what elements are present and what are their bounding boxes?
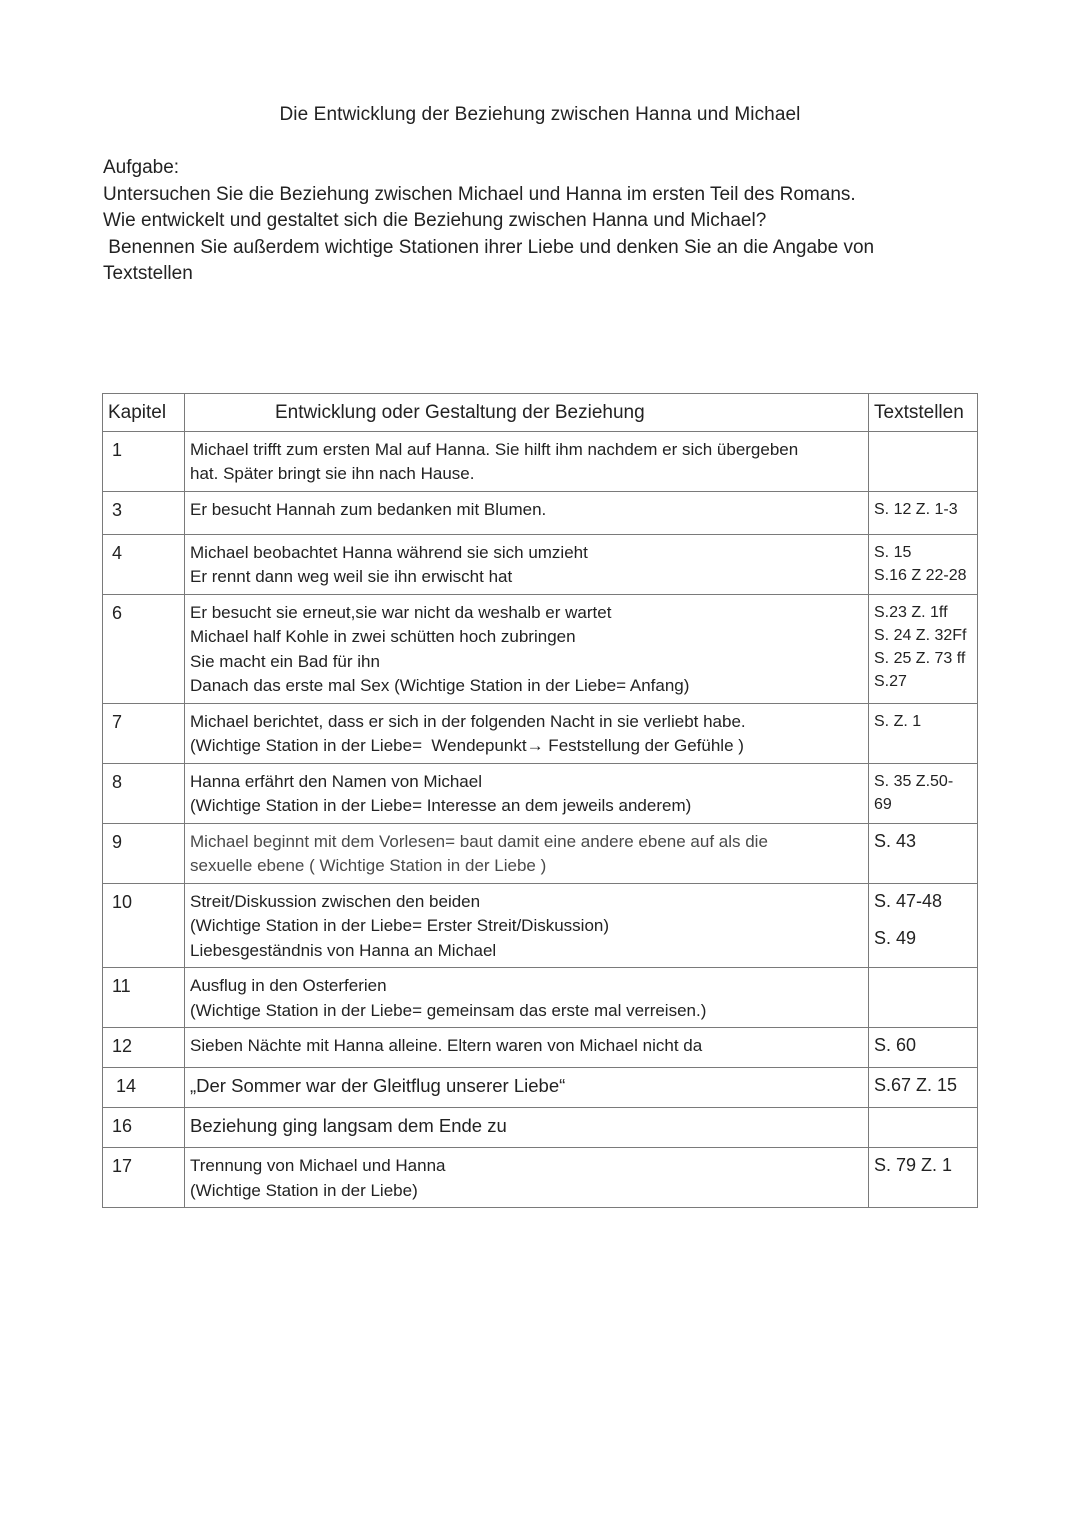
development-line: Liebesgeständnis von Hanna an Michael [190, 940, 497, 960]
reference-line: S.27 [874, 672, 907, 690]
reference-line: S. 15 [874, 543, 912, 561]
development-cell [185, 491, 869, 534]
reference-cell [869, 1068, 978, 1108]
chapter-cell: 11 [103, 968, 185, 1028]
development-cell [185, 594, 869, 703]
development-cell [185, 534, 869, 594]
development-line: Michael beobachtet Hanna während sie sich umzieht [190, 542, 588, 562]
task-line: Textstellen [103, 263, 193, 284]
reference-cell [869, 431, 978, 491]
table-row [103, 594, 978, 703]
development-line: Sie macht ein Bad für ihn [190, 651, 380, 671]
reference-cell [869, 491, 978, 534]
reference-line: S.67 Z. 15 [874, 1075, 958, 1095]
development-cell [185, 883, 869, 968]
task-block [103, 155, 983, 288]
table-row [103, 491, 978, 534]
reference-cell [869, 1148, 978, 1208]
reference-line: S. 43 [874, 830, 917, 851]
reference-cell [869, 534, 978, 594]
task-line: Untersuchen Sie die Beziehung zwischen Michael und Hanna im ersten Teil des Romans. [103, 183, 856, 205]
development-line: Michael berichtet, dass er sich in der folgenden Nacht in sie verliebt habe. [190, 711, 746, 731]
reference-line: S. 79 Z. 1 [874, 1155, 953, 1175]
task-heading: Aufgabe: [103, 157, 180, 178]
table-row [103, 1068, 978, 1108]
spacer [874, 913, 972, 927]
development-line: (Wichtige Station in der Liebe= Interesse an dem jeweils anderem) [190, 796, 692, 815]
header-development: Entwicklung oder Gestaltung der Beziehung [185, 394, 869, 432]
reference-line: S.16 Z 22-28 [874, 566, 967, 584]
development-line: Streit/Diskussion zwischen den beiden [190, 891, 481, 911]
chapter-cell: 14 [103, 1068, 185, 1108]
table-row [103, 534, 978, 594]
development-line: Er besucht Hannah zum bedanken mit Blumen. [190, 499, 547, 519]
table-row [103, 1028, 978, 1068]
chapter-cell: 8 [103, 763, 185, 823]
development-line: (Wichtige Station in der Liebe) [190, 1180, 418, 1200]
reference-line: S.23 Z. 1ff [874, 603, 948, 621]
table-row [103, 968, 978, 1028]
development-cell [185, 968, 869, 1028]
page-title: Die Entwicklung der Beziehung zwischen Hanna und Michael [279, 104, 801, 125]
reference-cell [869, 594, 978, 703]
table-row [103, 1148, 978, 1208]
chapter-cell: 3 [103, 491, 185, 534]
reference-cell [869, 968, 978, 1028]
development-cell [185, 703, 869, 763]
table-row [103, 1108, 978, 1148]
table-header-row [103, 394, 978, 432]
development-line: Hanna erfährt den Namen von Michael [190, 771, 482, 791]
chapter-cell: 10 [103, 883, 185, 968]
development-line: (Wichtige Station in der Liebe= Wendepunkt→ Feststellung der Gefühle ) [190, 736, 744, 755]
development-line: sexuelle ebene ( Wichtige Station in der Liebe ) [190, 856, 547, 875]
chapter-cell: 6 [103, 594, 185, 703]
reference-line: S. 35 Z.50- [874, 772, 954, 790]
table-row [103, 703, 978, 763]
development-line: Sieben Nächte mit Hanna alleine. Eltern waren von Michael nicht da [190, 1036, 703, 1055]
reference-line: 69 [874, 795, 892, 813]
development-cell [185, 1108, 869, 1148]
development-line: Michael half Kohle in zwei schütten hoch zubringen [190, 627, 576, 646]
reference-cell [869, 823, 978, 883]
header-references: Textstellen [869, 394, 978, 432]
development-cell [185, 1028, 869, 1068]
chapter-cell: 1 [103, 431, 185, 491]
chapter-cell: 12 [103, 1028, 185, 1068]
development-line: Beziehung ging langsam dem Ende zu [190, 1115, 507, 1136]
development-line: „Der Sommer war der Gleitflug unserer Liebe“ [190, 1075, 566, 1096]
development-cell [185, 431, 869, 491]
chapter-cell: 9 [103, 823, 185, 883]
development-cell [185, 1148, 869, 1208]
reference-line: S. 47-48 [874, 890, 943, 911]
chapter-cell: 4 [103, 534, 185, 594]
development-line: Er besucht sie erneut,sie war nicht da weshalb er wartet [190, 602, 612, 622]
reference-cell [869, 1028, 978, 1068]
task-line: Benennen Sie außerdem wichtige Stationen ihrer Liebe und denken Sie an die Angabe von [103, 236, 875, 258]
reference-cell [869, 1108, 978, 1148]
development-line: hat. Später bringt sie ihn nach Hause. [190, 464, 475, 483]
reference-line: S. 25 Z. 73 ff [874, 649, 966, 667]
reference-line: S. 12 Z. 1-3 [874, 500, 958, 518]
development-line: (Wichtige Station in der Liebe= Erster Streit/Diskussion) [190, 916, 610, 935]
development-cell [185, 823, 869, 883]
chapter-cell: 16 [103, 1108, 185, 1148]
development-line: Danach das erste mal Sex (Wichtige Station in der Liebe= Anfang) [190, 676, 690, 695]
chapter-cell: 7 [103, 703, 185, 763]
development-line: (Wichtige Station in der Liebe= gemeinsam das erste mal verreisen.) [190, 1000, 707, 1020]
development-line: Ausflug in den Osterferien [190, 976, 387, 995]
reference-cell [869, 703, 978, 763]
development-line: Michael trifft zum ersten Mal auf Hanna. Sie hilft ihm nachdem er sich übergeben [190, 439, 799, 459]
reference-cell [869, 763, 978, 823]
table-row [103, 763, 978, 823]
development-cell [185, 1068, 869, 1108]
relationship-table [102, 393, 978, 1208]
header-chapter: Kapitel [103, 394, 185, 432]
table-row [103, 883, 978, 968]
reference-line: S. Z. 1 [874, 712, 922, 730]
development-line: Er rennt dann weg weil sie ihn erwischt hat [190, 567, 513, 586]
task-line: Wie entwickelt und gestaltet sich die Beziehung zwischen Hanna und Michael? [103, 210, 767, 231]
development-line: Michael beginnt mit dem Vorlesen= baut damit eine andere ebene auf als die [190, 831, 768, 851]
development-line: Trennung von Michael und Hanna [190, 1156, 446, 1175]
reference-line: S. 60 [874, 1035, 917, 1055]
chapter-cell: 17 [103, 1148, 185, 1208]
table-row [103, 431, 978, 491]
table-row [103, 823, 978, 883]
reference-line: S. 49 [874, 927, 917, 948]
reference-line: S. 24 Z. 32Ff [874, 626, 967, 644]
development-cell [185, 763, 869, 823]
reference-cell [869, 883, 978, 968]
